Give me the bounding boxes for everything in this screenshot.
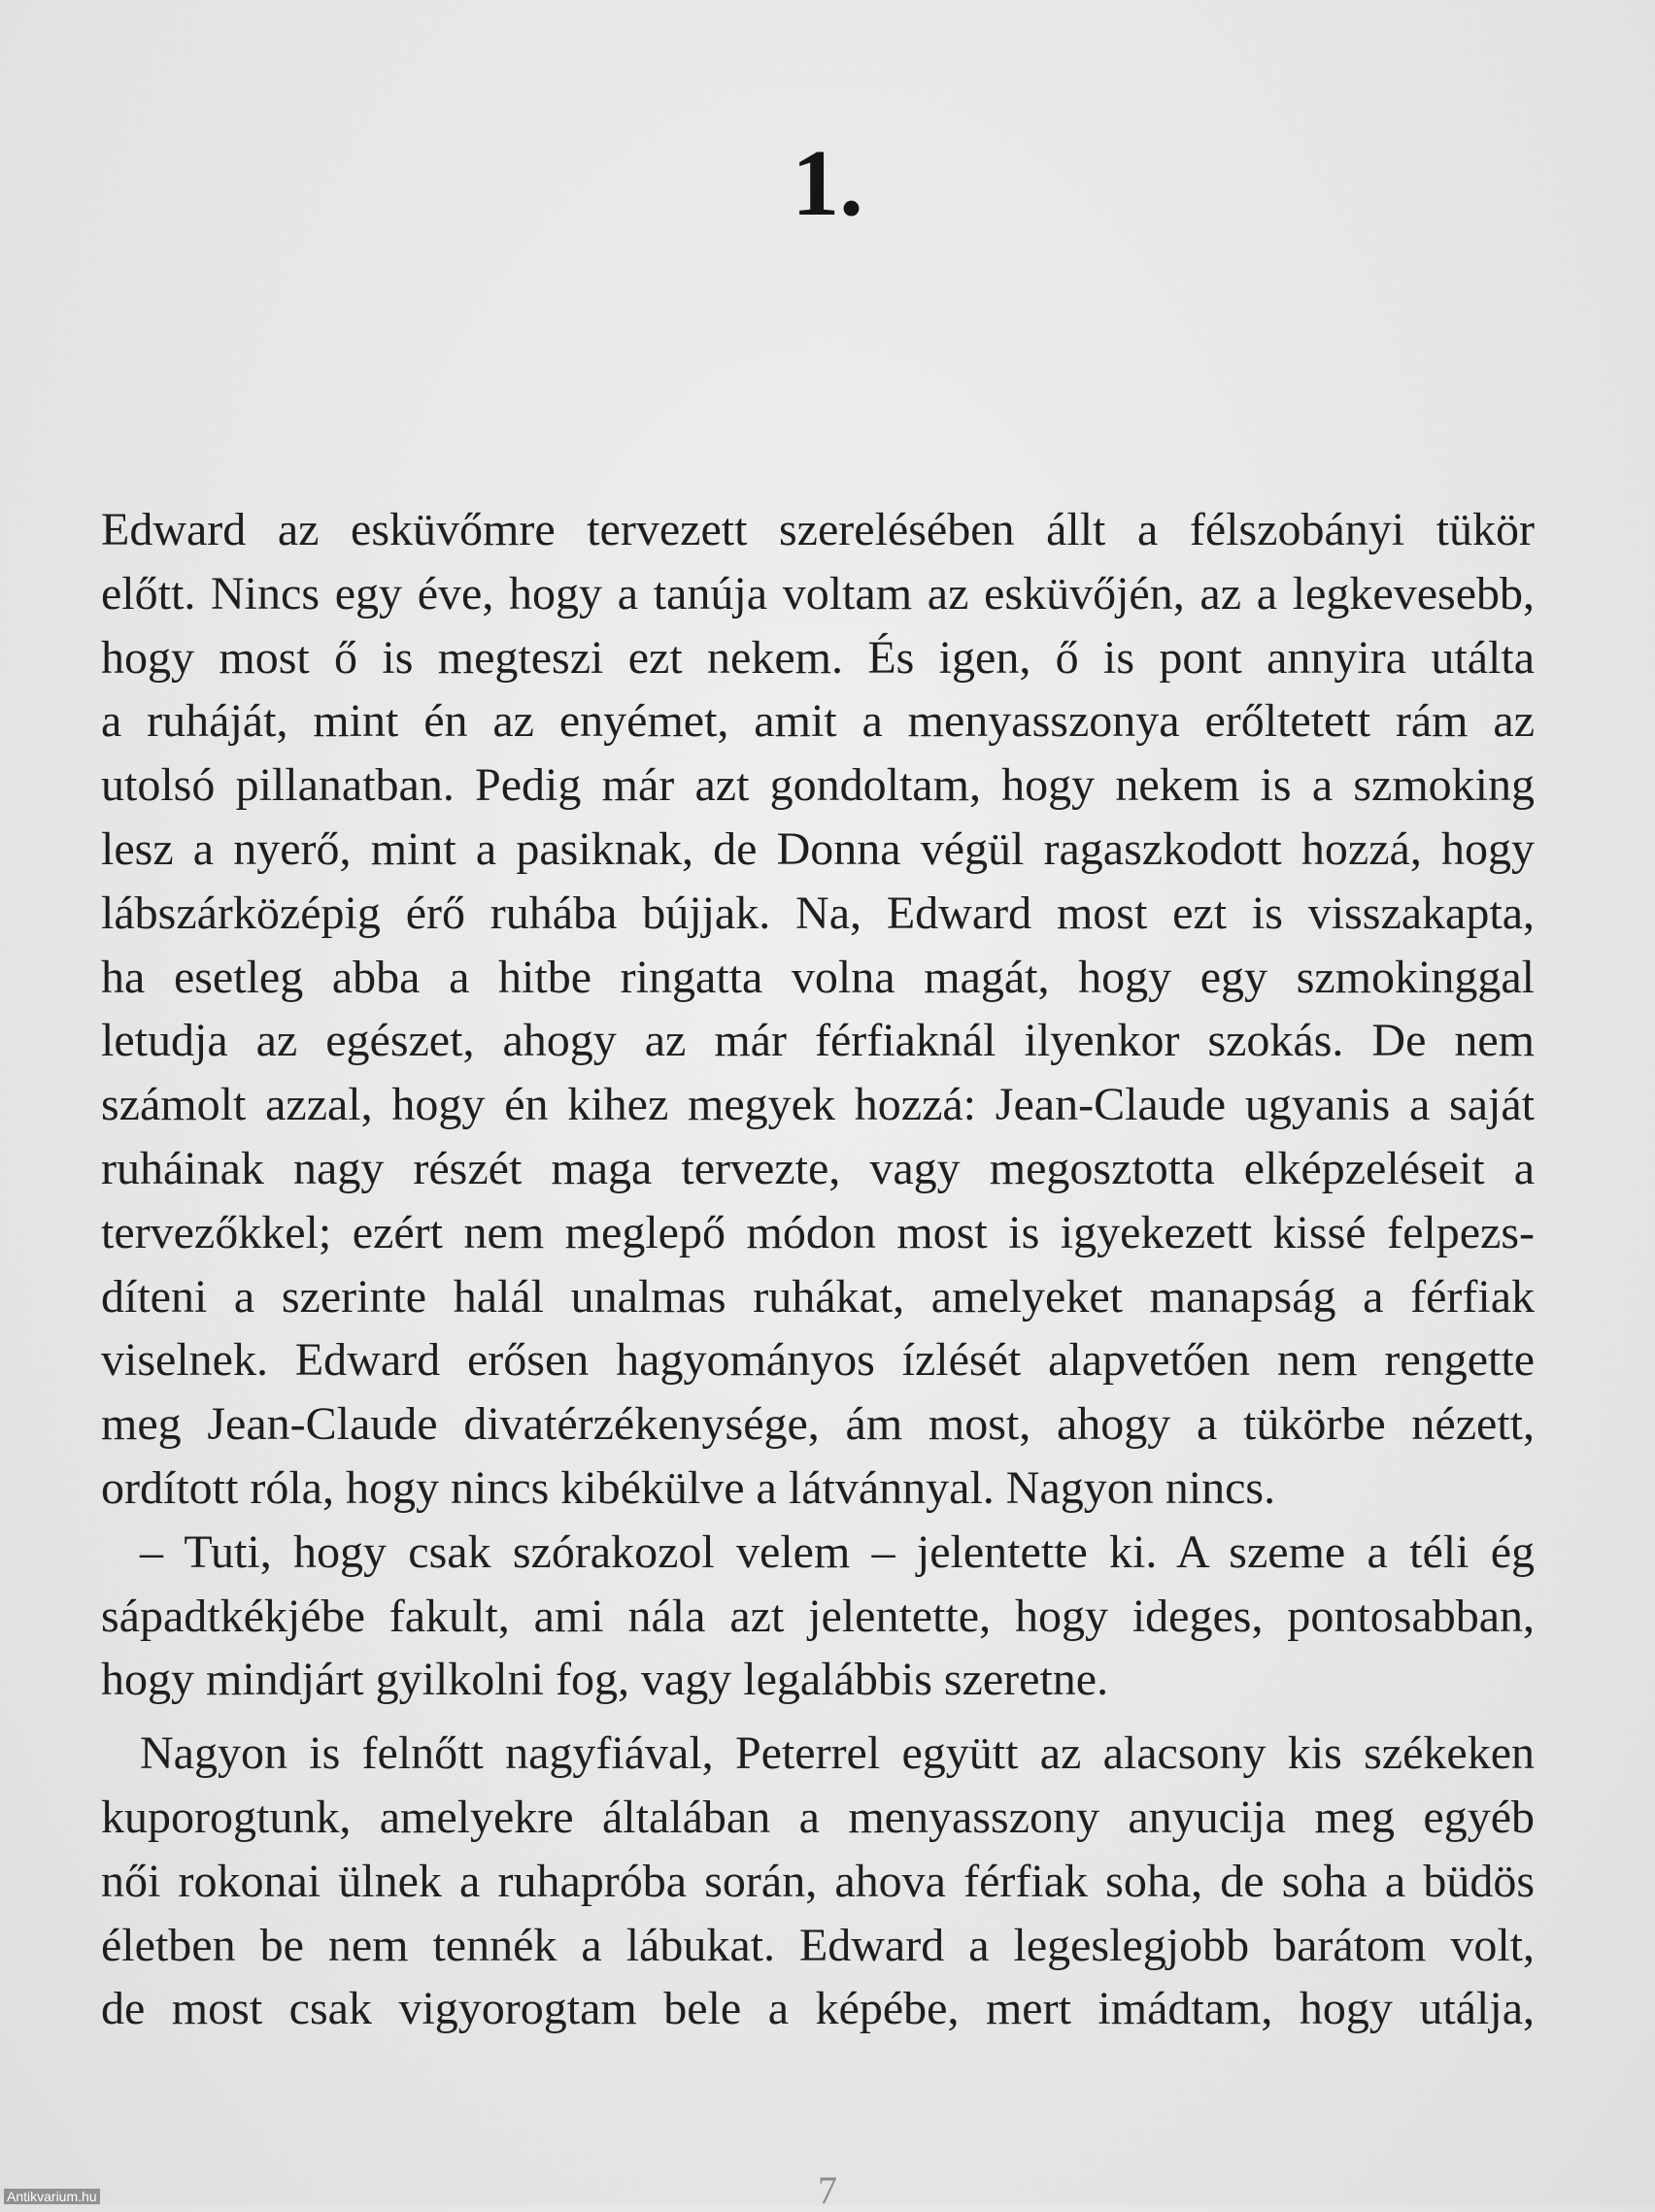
- text-line: előtt. Nincs egy éve, hogy a tanúja voltam az esküvőjén, az a legkevesebb,: [101, 567, 1535, 620]
- text-line: díteni a szerinte halál unalmas ruhákat, amelyeket manapság a férfiak: [101, 1270, 1535, 1323]
- text-line: kuporogtunk, amelyekre általában a menyasszony anyucija meg egyéb: [101, 1791, 1535, 1843]
- body-text: [101, 498, 1535, 2041]
- text-line: ruháinak nagy részét maga tervezte, vagy megosztotta elképzeléseit a: [101, 1142, 1535, 1194]
- text-line: lesz a nyerő, mint a pasiknak, de Donna végül ragaszkodott hozzá, hogy: [101, 822, 1535, 875]
- text-line: letudja az egészet, ahogy az már férfiaknál ilyenkor szokás. De nem: [101, 1015, 1535, 1067]
- chapter-number: 1.: [792, 131, 863, 236]
- page-number: 7: [818, 2168, 837, 2212]
- text-line: tervezőkkel; ezért nem meglepő módon most is igyekezett kissé felpezs-: [101, 1206, 1535, 1258]
- text-line: ha esetleg abba a hitbe ringatta volna magát, hogy egy szmokinggal: [101, 951, 1535, 1003]
- text-line: – Tuti, hogy csak szórakozol velem – jelentette ki. A szeme a téli ég: [140, 1525, 1535, 1578]
- text-line: viselnek. Edward erősen hagyományos ízlését alapvetően nem rengette: [101, 1334, 1535, 1387]
- text-line: életben be nem tennék a lábukat. Edward a legeslegjobb barátom volt,: [101, 1919, 1535, 1971]
- text-line: hogy mindjárt gyilkolni fog, vagy legalábbis szeretne.: [101, 1654, 1109, 1706]
- text-line: Edward az esküvőmre tervezett szerelésében állt a félszobányi tükör: [101, 504, 1535, 555]
- text-line: a ruháját, mint én az enyémet, amit a menyasszonya erőltetett rám az: [101, 695, 1535, 748]
- text-line: de most csak vigyorogtam bele a képébe, mert imádtam, hogy utálja,: [101, 1983, 1535, 2035]
- text-line: hogy most ő is megteszi ezt nekem. És igen, ő is pont annyira utálta: [101, 631, 1535, 684]
- text-line: meg Jean-Claude divatérzékenysége, ám most, ahogy a tükörbe nézett,: [101, 1398, 1535, 1451]
- text-line: női rokonai ülnek a ruhapróba során, ahova férfiak soha, de soha a büdös: [101, 1855, 1535, 1907]
- text-line: utolsó pillanatban. Pedig már azt gondoltam, hogy nekem is a szmoking: [101, 759, 1535, 812]
- text-line: sápadtkékjébe fakult, ami nála azt jelentette, hogy ideges, pontosabban,: [101, 1590, 1535, 1642]
- text-line: számolt azzal, hogy én kihez megyek hozzá: Jean-Claude ugyanis a saját: [101, 1079, 1535, 1131]
- text-line: Nagyon is felnőtt nagyfiával, Peterrel együtt az alacsony kis székeken: [140, 1727, 1535, 1780]
- text-line: lábszárközépig érő ruhába bújjak. Na, Edward most ezt is visszakapta,: [101, 887, 1535, 939]
- text-line: ordított róla, hogy nincs kibékülve a látvánnyal. Nagyon nincs.: [101, 1461, 1276, 1514]
- watermark: Antikvarium.hu: [4, 2189, 100, 2204]
